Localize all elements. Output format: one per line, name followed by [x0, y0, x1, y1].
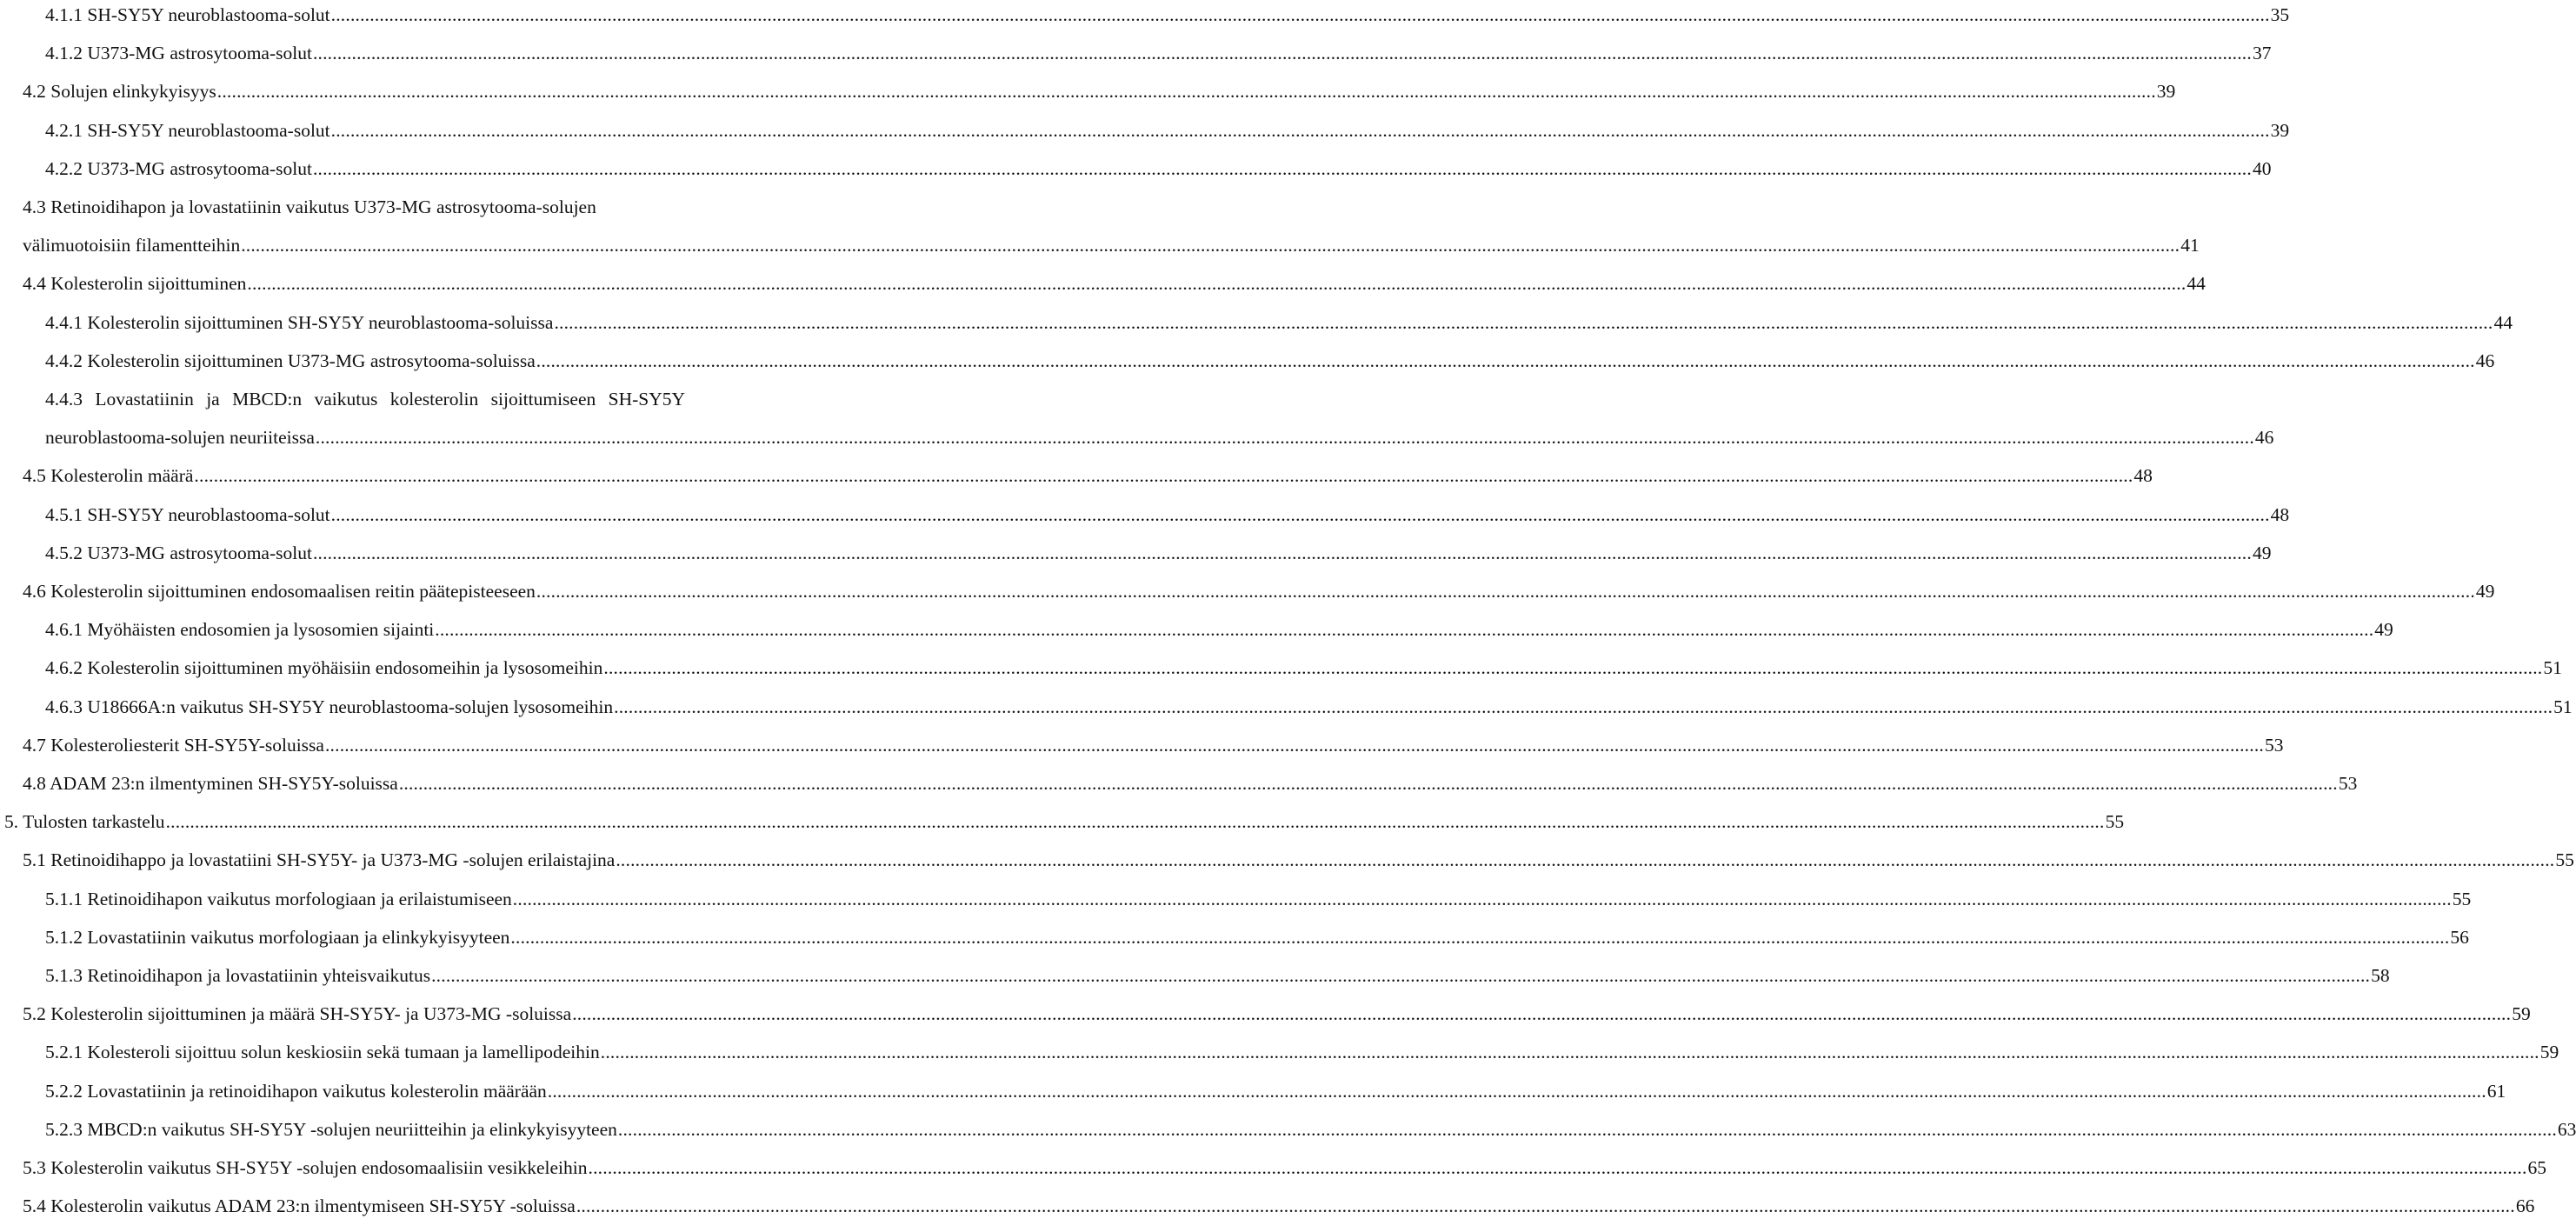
toc-entry[interactable] — [23, 1193, 2535, 1219]
toc-entry-label — [4, 809, 165, 835]
toc-entry-continuation: välimuotoisiin filamentteihin — [23, 235, 241, 256]
toc-entry-label — [23, 270, 246, 296]
toc-entry-title: Solujen elinkykyisyys — [50, 81, 216, 102]
toc-page-number: 53 — [2264, 735, 2284, 756]
toc-entry-title: Retinoidihapon vaikutus morfologiaan ja erilaistumiseen — [87, 889, 512, 909]
toc-page-number: 55 — [2452, 889, 2472, 909]
toc-entry-label — [45, 655, 602, 681]
toc-leader-dots: ................................................................................................................................................................................................................................................................................................................................................................................................................ — [536, 581, 2475, 602]
toc-entry[interactable] — [4, 809, 2125, 835]
toc-leader-dots: ................................................................................................................................................................................................................................................................................................................................................................................................................ — [617, 1119, 2557, 1140]
toc-entry[interactable] — [23, 732, 2284, 758]
toc-page-number: 41 — [2180, 235, 2200, 256]
toc-entry-title: Kolesterolin sijoittuminen — [50, 273, 247, 294]
toc-leader-dots: ................................................................................................................................................................................................................................................................................................................................................................................................................ — [315, 427, 2254, 448]
toc-page-number: 39 — [2270, 120, 2290, 141]
toc-page-number: 66 — [2515, 1195, 2535, 1216]
toc-entry-label — [45, 886, 512, 912]
toc-entry-title: Retinoidihapon ja lovastatiinin vaikutus U373-MG astrosytooma-solujen — [50, 196, 596, 217]
toc-entry[interactable] — [45, 540, 2272, 566]
toc-entry-label — [45, 310, 553, 336]
toc-entry-title: MBCD:n vaikutus SH-SY5Y -solujen neuriitteihin ja elinkykyisyyteen — [87, 1119, 617, 1140]
toc-leader-dots: ................................................................................................................................................................................................................................................................................................................................................................................................................ — [603, 657, 2543, 678]
toc-entry-continuation: neuroblastooma-solujen neuriiteissa — [45, 427, 315, 448]
toc-entry-number: 4.2.2 — [45, 158, 83, 179]
toc-entry[interactable] — [45, 424, 2274, 450]
toc-entry-title: Lovastatiinin ja MBCD:n vaikutus kolesterolin sijoittumiseen SH-SY5Y — [95, 389, 686, 410]
toc-entry-title — [23, 194, 819, 220]
toc-entry-label — [23, 1001, 571, 1027]
toc-entry-label — [45, 962, 430, 989]
toc-page-number: 55 — [2105, 811, 2125, 832]
toc-entry-title: ADAM 23:n ilmentyminen SH-SY5Y-soluissa — [50, 773, 398, 794]
toc-entry-title: SH-SY5Y neuroblastooma-solut — [87, 4, 330, 25]
toc-entry-number: 4.1.1 — [45, 4, 83, 25]
toc-leader-dots: ................................................................................................................................................................................................................................................................................................................................................................................................................ — [431, 965, 2371, 986]
toc-entry-label — [23, 578, 536, 604]
toc-entry[interactable] — [45, 694, 2573, 720]
toc-entry[interactable] — [45, 310, 2513, 336]
toc-entry-number: 4.2 — [23, 81, 46, 102]
toc-leader-dots: ................................................................................................................................................................................................................................................................................................................................................................................................................ — [330, 120, 2270, 141]
toc-entry-title: Kolesterolin sijoittuminen SH-SY5Y neuroblastooma-soluissa — [87, 312, 554, 333]
toc-entry-label — [45, 502, 330, 528]
toc-entry-number: 5.1.1 — [45, 889, 83, 909]
toc-leader-dots: ................................................................................................................................................................................................................................................................................................................................................................................................................ — [614, 696, 2553, 717]
toc-page-number: 46 — [2475, 350, 2495, 371]
toc-page-number: 51 — [2543, 657, 2562, 678]
toc-entry-title: Retinoidihapon ja lovastatiinin yhteisvaikutus — [87, 965, 431, 986]
toc-entry-title: Retinoidihappo ja lovastatiini SH-SY5Y- ja U373-MG -solujen erilaistajina — [50, 849, 616, 870]
toc-entry[interactable] — [45, 616, 2393, 643]
toc-entry-title: Kolesterolin sijoittuminen endosomaalisen reitin päätepisteeseen — [50, 581, 536, 602]
toc-entry-label — [23, 78, 216, 104]
toc-entry[interactable] — [45, 1116, 2576, 1142]
toc-entry-title: U373-MG astrosytooma-solut — [87, 158, 312, 179]
toc-entry-title: U373-MG astrosytooma-solut — [87, 543, 312, 563]
toc-entry[interactable] — [23, 847, 2574, 873]
toc-leader-dots: ................................................................................................................................................................................................................................................................................................................................................................................................................ — [194, 465, 2133, 486]
toc-entry-number: 4.4 — [23, 273, 46, 294]
toc-leader-dots: ................................................................................................................................................................................................................................................................................................................................................................................................................ — [247, 273, 2187, 294]
toc-entry-title — [45, 386, 819, 412]
toc-leader-dots: ................................................................................................................................................................................................................................................................................................................................................................................................................ — [572, 1003, 2512, 1024]
toc-entry-number: 5.2.3 — [45, 1119, 83, 1140]
toc-entry-title: Kolesterolin vaikutus ADAM 23:n ilmentymiseen SH-SY5Y -soluissa — [50, 1195, 576, 1216]
toc-entry[interactable] — [45, 1039, 2559, 1065]
toc-leader-dots: ................................................................................................................................................................................................................................................................................................................................................................................................................ — [165, 811, 2105, 832]
toc-entry-label — [45, 1039, 600, 1065]
toc-page-number: 49 — [2374, 619, 2393, 640]
toc-leader-dots: ................................................................................................................................................................................................................................................................................................................................................................................................................ — [554, 312, 2493, 333]
toc-entry[interactable] — [23, 770, 2358, 796]
toc-entry-number: 4.6.1 — [45, 619, 83, 640]
toc-page-number: 44 — [2493, 312, 2513, 333]
toc-page-number: 48 — [2133, 465, 2153, 486]
toc-entry-number: 5.2 — [23, 1003, 46, 1024]
toc-entry-title: Kolesterolin määrä — [50, 465, 194, 486]
toc-entry-number: 5.3 — [23, 1157, 46, 1178]
toc-entry-number: 4.2.1 — [45, 120, 83, 141]
toc-leader-dots: ................................................................................................................................................................................................................................................................................................................................................................................................................ — [398, 773, 2338, 794]
toc-entry-title: Lovastatiinin ja retinoidihapon vaikutus kolesterolin määrään — [87, 1081, 547, 1102]
toc-page-number: 35 — [2270, 4, 2290, 25]
toc-entry-title: Myöhäisten endosomien ja lysosomien sijainti — [87, 619, 435, 640]
toc-leader-dots: ................................................................................................................................................................................................................................................................................................................................................................................................................ — [241, 235, 2180, 256]
toc-entry[interactable] — [23, 1155, 2547, 1181]
toc-entry-number: 4.4.1 — [45, 312, 83, 333]
toc-entry-title: Tulosten tarkastelu — [23, 811, 165, 832]
toc-entry-label — [45, 924, 509, 950]
toc-entry-label — [23, 1193, 576, 1219]
toc-entry[interactable] — [45, 1078, 2506, 1104]
toc-leader-dots: ................................................................................................................................................................................................................................................................................................................................................................................................................ — [510, 927, 2450, 948]
toc-page-number: 53 — [2338, 773, 2358, 794]
toc-entry-number: 5.1.3 — [45, 965, 83, 986]
toc-entry-number: 5.2.2 — [45, 1081, 83, 1102]
toc-entry-title: Kolesteroli sijoittuu solun keskiosiin sekä tumaan ja lamellipodeihin — [87, 1042, 600, 1062]
toc-entry-label — [45, 2, 330, 28]
toc-page-number: 49 — [2475, 581, 2495, 602]
toc-entry-label — [23, 847, 615, 873]
toc-entry-number: 4.1.2 — [45, 43, 83, 63]
toc-entry-number: 4.5.1 — [45, 504, 83, 525]
toc-page-number: 65 — [2527, 1157, 2547, 1178]
toc-leader-dots: ................................................................................................................................................................................................................................................................................................................................................................................................................ — [600, 1042, 2539, 1062]
toc-page-number: 44 — [2187, 273, 2206, 294]
toc-leader-dots: ................................................................................................................................................................................................................................................................................................................................................................................................................ — [576, 1195, 2515, 1216]
toc-entry[interactable] — [23, 78, 2176, 104]
toc-entry-title: SH-SY5Y neuroblastooma-solut — [87, 504, 330, 525]
toc-entry[interactable] — [23, 463, 2153, 489]
toc-entry[interactable] — [45, 40, 2272, 66]
toc-entry-label — [45, 156, 312, 182]
toc-entry-label — [45, 348, 536, 374]
toc-leader-dots: ................................................................................................................................................................................................................................................................................................................................................................................................................ — [330, 4, 2270, 25]
toc-entry[interactable] — [23, 270, 2206, 296]
toc-entry-label — [45, 1116, 617, 1142]
toc-entry[interactable] — [23, 232, 2200, 258]
toc-entry-label — [23, 1155, 588, 1181]
toc-entry-number: 4.5.2 — [45, 543, 83, 563]
toc-entry-label — [23, 732, 324, 758]
toc-page-number: 39 — [2156, 81, 2176, 102]
toc-entry[interactable] — [45, 117, 2290, 143]
toc-entry-title: U373-MG astrosytooma-solut — [87, 43, 312, 63]
toc-page-number: 46 — [2254, 427, 2274, 448]
toc-page-number: 59 — [2539, 1042, 2559, 1062]
toc-entry[interactable] — [23, 1001, 2531, 1027]
toc-entry-number: 5. — [4, 811, 19, 832]
toc-entry[interactable] — [45, 886, 2472, 912]
toc-leader-dots: ................................................................................................................................................................................................................................................................................................................................................................................................................ — [324, 735, 2264, 756]
toc-page-number: 40 — [2252, 158, 2272, 179]
toc-page-number: 49 — [2252, 543, 2272, 563]
toc-entry-label — [45, 616, 434, 643]
toc-leader-dots: ................................................................................................................................................................................................................................................................................................................................................................................................................ — [312, 158, 2252, 179]
toc-entry-label — [45, 1078, 547, 1104]
toc-leader-dots: ................................................................................................................................................................................................................................................................................................................................................................................................................ — [216, 81, 2156, 102]
toc-leader-dots: ................................................................................................................................................................................................................................................................................................................................................................................................................ — [616, 849, 2555, 870]
toc-entry-title: Kolesteroliesterit SH-SY5Y-soluissa — [50, 735, 324, 756]
toc-entry-label — [45, 694, 613, 720]
toc-entry-number: 5.2.1 — [45, 1042, 83, 1062]
toc-entry[interactable] — [45, 924, 2469, 950]
toc-entry-number: 4.6.3 — [45, 696, 83, 717]
toc-entry-number: 4.4.3 — [45, 389, 83, 410]
toc-page-number: 37 — [2252, 43, 2272, 63]
toc-entry[interactable] — [45, 962, 2390, 989]
toc-entry-number: 5.1 — [23, 849, 46, 870]
toc-entry-title: Kolesterolin sijoittuminen ja määrä SH-SY5Y- ja U373-MG -soluissa — [50, 1003, 572, 1024]
toc-leader-dots: ................................................................................................................................................................................................................................................................................................................................................................................................................ — [435, 619, 2374, 640]
toc-entry-number: 5.1.2 — [45, 927, 83, 948]
toc-entry-title: Lovastatiinin vaikutus morfologiaan ja elinkykyisyyteen — [87, 927, 510, 948]
toc-entry-label — [45, 540, 312, 566]
toc-entry-number: 5.4 — [23, 1195, 46, 1216]
toc-leader-dots: ................................................................................................................................................................................................................................................................................................................................................................................................................ — [512, 889, 2452, 909]
toc-entry-number: 4.6.2 — [45, 657, 83, 678]
toc-entry-title: Kolesterolin sijoittuminen myöhäisiin endosomeihin ja lysosomeihin — [87, 657, 603, 678]
toc-page-number: 55 — [2555, 849, 2574, 870]
toc-page-number: 56 — [2450, 927, 2469, 948]
toc-page-number: 58 — [2371, 965, 2390, 986]
toc-entry-number: 4.4.2 — [45, 350, 83, 371]
toc-page-number: 51 — [2553, 696, 2573, 717]
toc-leader-dots: ................................................................................................................................................................................................................................................................................................................................................................................................................ — [330, 504, 2270, 525]
toc-entry[interactable] — [45, 655, 2562, 681]
toc-leader-dots: ................................................................................................................................................................................................................................................................................................................................................................................................................ — [312, 43, 2252, 63]
toc-entry[interactable] — [45, 2, 2290, 28]
toc-entry-number: 4.8 — [23, 773, 46, 794]
toc-entry-number: 4.3 — [23, 196, 46, 217]
toc-entry-label — [23, 463, 193, 489]
toc-entry[interactable] — [23, 578, 2495, 604]
toc-page-number: 59 — [2512, 1003, 2531, 1024]
toc-entry-title: SH-SY5Y neuroblastooma-solut — [87, 120, 330, 141]
toc-entry[interactable] — [45, 156, 2272, 182]
toc-entry-number: 4.5 — [23, 465, 46, 486]
toc-entry-title: U18666A:n vaikutus SH-SY5Y neuroblastooma-solujen lysosomeihin — [87, 696, 614, 717]
toc-page-number: 48 — [2270, 504, 2290, 525]
toc-leader-dots: ................................................................................................................................................................................................................................................................................................................................................................................................................ — [536, 350, 2475, 371]
toc-entry-number: 4.6 — [23, 581, 46, 602]
toc-entry-title: Kolesterolin vaikutus SH-SY5Y -solujen endosomaalisiin vesikkeleihin — [50, 1157, 588, 1178]
toc-entry-label — [45, 40, 312, 66]
toc-entry-label — [45, 117, 330, 143]
toc-entry[interactable] — [45, 502, 2290, 528]
toc-page-number: 61 — [2486, 1081, 2506, 1102]
toc-entry-label — [23, 770, 398, 796]
toc-page-number: 63 — [2557, 1119, 2576, 1140]
toc-entry-number: 4.7 — [23, 735, 46, 756]
toc-entry-title: Kolesterolin sijoittuminen U373-MG astrosytooma-soluissa — [87, 350, 536, 371]
toc-entry[interactable] — [45, 348, 2495, 374]
toc-leader-dots: ................................................................................................................................................................................................................................................................................................................................................................................................................ — [588, 1157, 2527, 1178]
toc-leader-dots: ................................................................................................................................................................................................................................................................................................................................................................................................................ — [312, 543, 2252, 563]
toc-leader-dots: ................................................................................................................................................................................................................................................................................................................................................................................................................ — [547, 1081, 2486, 1102]
